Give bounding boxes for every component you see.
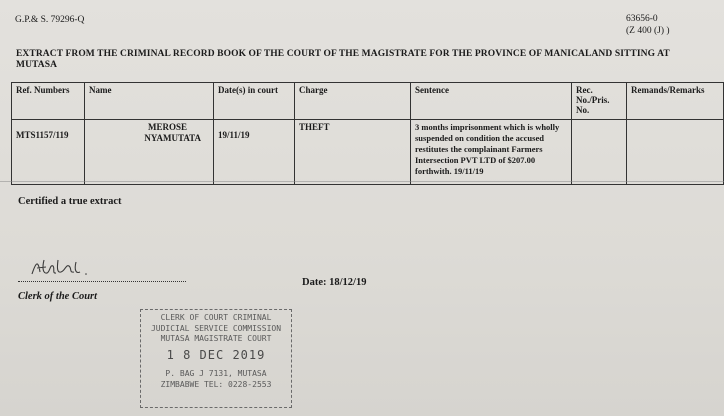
stamp-line-2: JUDICIAL SERVICE COMMISSION [150, 323, 282, 333]
header-name: Name [85, 83, 214, 120]
reference-codes [626, 13, 670, 37]
reference-code-2: (Z 400 (J) ) [626, 26, 670, 36]
reference-code-1: 63656-0 [626, 14, 658, 24]
form-code: G.P.& S. 79296-Q [15, 15, 85, 25]
table-row [12, 120, 724, 185]
stamp-line-4: P. BAG J 7131, MUTASA [165, 369, 267, 378]
header-charge: Charge [295, 83, 411, 120]
signing-date: Date: 18/12/19 [302, 277, 367, 288]
cell-sentence: 3 months imprisonment which is wholly suspended on condition the accused restitutes the complainant Farmers Intersection PVT LTD of $207.00 forthwith. 19/11/19 [411, 120, 572, 185]
stamp-date: 1 8 DEC 2019 [166, 347, 266, 362]
stamp-line-1: CLERK OF COURT CRIMINAL [160, 313, 272, 322]
name-first: MEROSE [147, 122, 187, 132]
section-divider [0, 181, 724, 182]
header-sentence: Sentence [411, 83, 572, 120]
document-title: EXTRACT FROM THE CRIMINAL RECORD BOOK OF THE COURT OF THE MAGISTRATE FOR THE PROVINCE OF MANICALAND SITTING AT MUTASA [16, 49, 670, 70]
record-table [11, 82, 724, 185]
clerk-label: Clerk of the Court [18, 291, 98, 302]
cell-ref: MTS1157/119 [12, 120, 85, 185]
cell-date: 19/11/19 [214, 120, 295, 185]
court-stamp [140, 309, 292, 408]
table-header-row [12, 83, 724, 120]
signature-line [18, 281, 186, 282]
header-rec-no: Rec. No./Pris. No. [572, 83, 627, 120]
name-last: NYAMUTATA [144, 133, 201, 143]
cell-name [85, 120, 214, 185]
cell-remarks [627, 120, 724, 185]
cell-charge: THEFT [295, 120, 411, 185]
clerk-signature [28, 254, 98, 280]
cell-rec-no [572, 120, 627, 185]
header-remarks: Remands/Remarks [627, 83, 724, 120]
header-dates-in-court: Date(s) in court [214, 83, 295, 120]
stamp-line-5: ZIMBABWE TEL: 0228-2553 [160, 379, 272, 389]
header-ref-numbers: Ref. Numbers [12, 83, 85, 120]
stamp-line-3: MUTASA MAGISTRATE COURT [160, 334, 272, 343]
certified-text: Certified a true extract [18, 196, 122, 207]
